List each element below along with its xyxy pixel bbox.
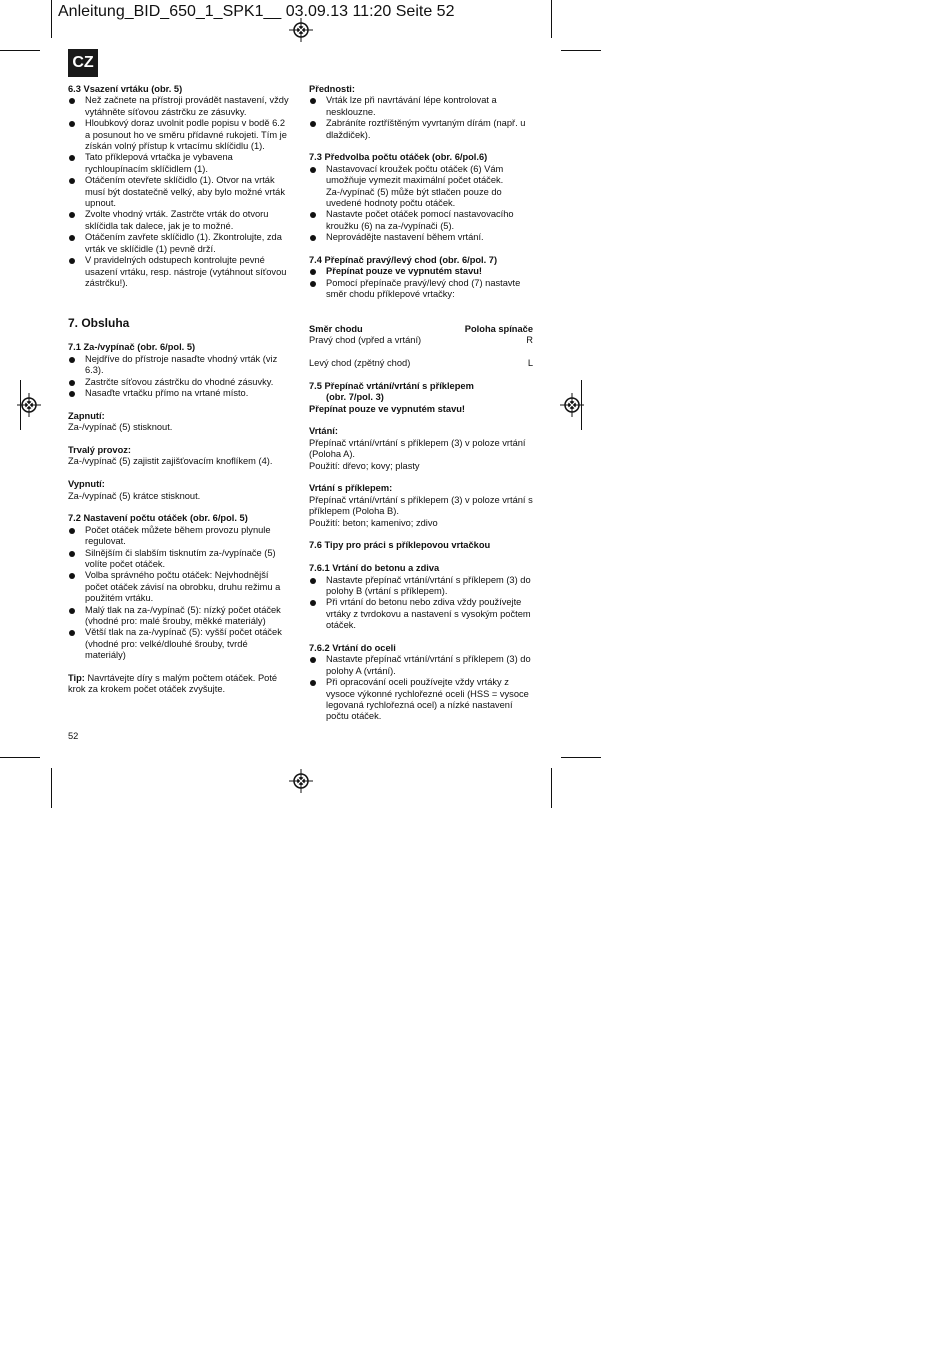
subheading-off: Vypnutí: bbox=[68, 479, 105, 490]
list-item: Otáčením otevřete sklíčidlo (1). Otvor na vrták musí být dostatečně velký, aby bylo možné vrták upnout. bbox=[68, 175, 290, 209]
table-cell-direction: Pravý chod (vpřed a vrtání) bbox=[309, 335, 422, 346]
list-item: Při vrtání do betonu nebo zdiva vždy používejte vrtáky z tvrdokovu a nastavení s vysokým počtem otáček. bbox=[309, 597, 533, 631]
table-row bbox=[309, 358, 533, 369]
crop-mark bbox=[561, 757, 601, 758]
section-heading-7-3: 7.3 Předvolba počtu otáček (obr. 6/pol.6) bbox=[309, 152, 488, 163]
list-item: Volba správného počtu otáček: Nejvhodnější počet otáček závisí na obrobku, druhu režimu a použitém vrtáku. bbox=[68, 570, 290, 604]
table-header-position: Poloha spínače bbox=[464, 323, 533, 334]
table-header-direction: Směr chodu bbox=[309, 323, 363, 334]
paragraph: Přepínač vrtání/vrtání s příklepem (3) v poloze vrtání s příklepem (Poloha B). bbox=[309, 494, 533, 517]
section-heading-7-6: 7.6 Tipy pro práci s příklepovou vrtačkou bbox=[309, 540, 491, 551]
warning-text: Přepínat pouze ve vypnutém stavu! bbox=[309, 403, 466, 414]
bullet-list-advantages bbox=[309, 95, 533, 141]
section-heading-7-6-1: 7.6.1 Vrtání do betonu a zdiva bbox=[309, 563, 440, 574]
chapter-heading-7: 7. Obsluha bbox=[68, 316, 130, 331]
section-heading-7-6-2: 7.6.2 Vrtání do oceli bbox=[309, 642, 396, 653]
subheading-on: Zapnutí: bbox=[68, 410, 105, 421]
crop-mark bbox=[0, 50, 40, 51]
paragraph: Použití: beton; kamenivo; zdivo bbox=[309, 517, 438, 528]
table-cell-direction: Levý chod (zpětný chod) bbox=[309, 357, 411, 368]
language-badge: CZ bbox=[68, 49, 98, 77]
paragraph: Použití: dřevo; kovy; plasty bbox=[309, 460, 420, 471]
crop-mark bbox=[51, 768, 52, 808]
bullet-list-7-3 bbox=[309, 164, 533, 244]
paragraph: Za-/vypínač (5) stisknout. bbox=[68, 422, 173, 433]
table-row bbox=[309, 335, 533, 346]
print-header: Anleitung_BID_650_1_SPK1__ 03.09.13 11:20 Seite 52 bbox=[58, 3, 455, 20]
bullet-list-7-4 bbox=[309, 266, 533, 300]
table-cell-position: R bbox=[526, 335, 533, 346]
list-item: Nastavte počet otáček pomocí nastavovacího kroužku (6) na za-/vypínači (5). bbox=[309, 209, 533, 232]
section-heading-line: 7.5 Přepínač vrtání/vrtání s příklepem bbox=[309, 380, 474, 391]
list-item: Při opracování oceli používejte vždy vrtáky z vysoce výkonné rychlořezné oceli (HSS = vysoce legovaná rychlořezná ocel) a nízké nastavení počtu otáček. bbox=[309, 677, 533, 723]
table-cell-position: L bbox=[527, 357, 533, 368]
list-item: Než začnete na přístroji provádět nastavení, vždy vytáhněte síťovou zástrčku ze zásuvky. bbox=[68, 95, 290, 118]
section-heading-7-1: 7.1 Za-/vypínač (obr. 6/pol. 5) bbox=[68, 342, 196, 353]
subheading-continuous: Trvalý provoz: bbox=[68, 444, 132, 455]
list-item: Neprovádějte nastavení během vrtání. bbox=[309, 232, 533, 243]
list-item: Zabráníte roztříštěným vyvrtaným dírám (např. u dlaždiček). bbox=[309, 118, 533, 141]
registration-mark-icon bbox=[560, 393, 584, 417]
list-item: Nasaďte vrtačku přímo na vrtané místo. bbox=[68, 388, 290, 399]
direction-table bbox=[309, 324, 533, 370]
paragraph: Za-/vypínač (5) krátce stisknout. bbox=[68, 490, 201, 501]
registration-mark-icon bbox=[17, 393, 41, 417]
bullet-list-7-6-2 bbox=[309, 654, 533, 722]
list-item: Zvolte vhodný vrták. Zastrčte vrták do otvoru sklíčidla tak dalece, jak je to možné. bbox=[68, 209, 290, 232]
list-item: Hloubkový doraz uvolnit podle popisu v bodě 6.2 a posunout ho ve směru přídavné rukojeti. Tím je získán volný přístup k vrtacímu sklíčidlu (1). bbox=[68, 118, 290, 152]
list-item: Nejdříve do přístroje nasaďte vhodný vrták (viz 6.3). bbox=[68, 354, 290, 377]
tip-label: Tip: bbox=[68, 673, 85, 684]
registration-mark-icon bbox=[289, 769, 313, 793]
bullet-list-7-6-1 bbox=[309, 575, 533, 632]
crop-mark bbox=[551, 0, 552, 38]
tip-paragraph bbox=[68, 673, 290, 696]
list-item: Pomocí přepínače pravý/levý chod (7) nastavte směr chodu příklepové vrtačky: bbox=[309, 278, 533, 301]
crop-mark bbox=[51, 0, 52, 38]
list-item: V pravidelných odstupech kontrolujte pevné usazení vrtáku, resp. nástroje (vytáhnout síťovou zástrčku!). bbox=[68, 255, 290, 289]
page-number: 52 bbox=[68, 731, 79, 741]
crop-mark bbox=[561, 50, 601, 51]
registration-mark-icon bbox=[289, 18, 313, 42]
list-item: Počet otáček můžete během provozu plynule regulovat. bbox=[68, 525, 290, 548]
crop-mark bbox=[551, 768, 552, 808]
list-item: Otáčením zavřete sklíčidlo (1). Zkontrolujte, zda vrták ve sklíčidle (1) pevně drží. bbox=[68, 232, 290, 255]
list-item: Vrták lze při navrtávání lépe kontrolovat a nesklouzne. bbox=[309, 95, 533, 118]
paragraph: Za-/vypínač (5) zajistit zajišťovacím knoflíkem (4). bbox=[68, 456, 273, 467]
list-item: Silnějším či slabším tisknutím za-/vypínače (5) volíte počet otáček. bbox=[68, 548, 290, 571]
bullet-list-6-3 bbox=[68, 95, 290, 289]
crop-mark bbox=[0, 757, 40, 758]
section-heading-7-5 bbox=[309, 381, 533, 415]
list-item: Tato příklepová vrtačka je vybavena rychloupínacím sklíčidlem (1). bbox=[68, 152, 290, 175]
subheading-advantages: Přednosti: bbox=[309, 84, 355, 94]
right-column bbox=[309, 84, 533, 723]
subheading-drilling: Vrtání: bbox=[309, 426, 338, 437]
table-header-row bbox=[309, 324, 533, 335]
list-item: Nastavovací kroužek počtu otáček (6) Vám umožňuje vymezit maximální počet otáček. Za-/vypínač (5) může být stlačen pouze do uvedené hodnoty počtu otáček. bbox=[309, 164, 533, 210]
section-heading-7-4: 7.4 Přepínač pravý/levý chod (obr. 6/pol. 7) bbox=[309, 255, 498, 266]
list-item: Nastavte přepínač vrtání/vrtání s příklepem (3) do polohy B (vrtání s příklepem). bbox=[309, 575, 533, 598]
left-column bbox=[68, 84, 290, 696]
tip-text: Navrtávejte díry s malým počtem otáček. Poté krok za krokem počet otáček zvyšujte. bbox=[68, 673, 278, 695]
list-item: Větší tlak na za-/vypínač (5): vyšší počet otáček (vhodné pro: velké/dlouhé šrouby, tvrdé materiály) bbox=[68, 627, 290, 661]
subheading-hammer-drilling: Vrtání s příklepem: bbox=[309, 483, 393, 494]
list-item: Malý tlak na za-/vypínač (5): nízký počet otáček (vhodné pro: malé šrouby, měkké materiály) bbox=[68, 605, 290, 628]
list-item-warning: Přepínat pouze ve vypnutém stavu! bbox=[309, 266, 533, 277]
list-item: Zastrčte síťovou zástrčku do vhodné zásuvky. bbox=[68, 377, 290, 388]
section-heading-7-2: 7.2 Nastavení počtu otáček (obr. 6/pol. 5) bbox=[68, 513, 248, 524]
paragraph: Přepínač vrtání/vrtání s příklepem (3) v poloze vrtání (Poloha A). bbox=[309, 437, 526, 460]
section-heading-6-3: 6.3 Vsazení vrtáku (obr. 5) bbox=[68, 84, 183, 94]
bullet-list-7-1 bbox=[68, 354, 290, 400]
bullet-list-7-2 bbox=[68, 525, 290, 662]
list-item: Nastavte přepínač vrtání/vrtání s příklepem (3) do polohy A (vrtání). bbox=[309, 654, 533, 677]
section-heading-line: (obr. 7/pol. 3) bbox=[326, 392, 384, 403]
